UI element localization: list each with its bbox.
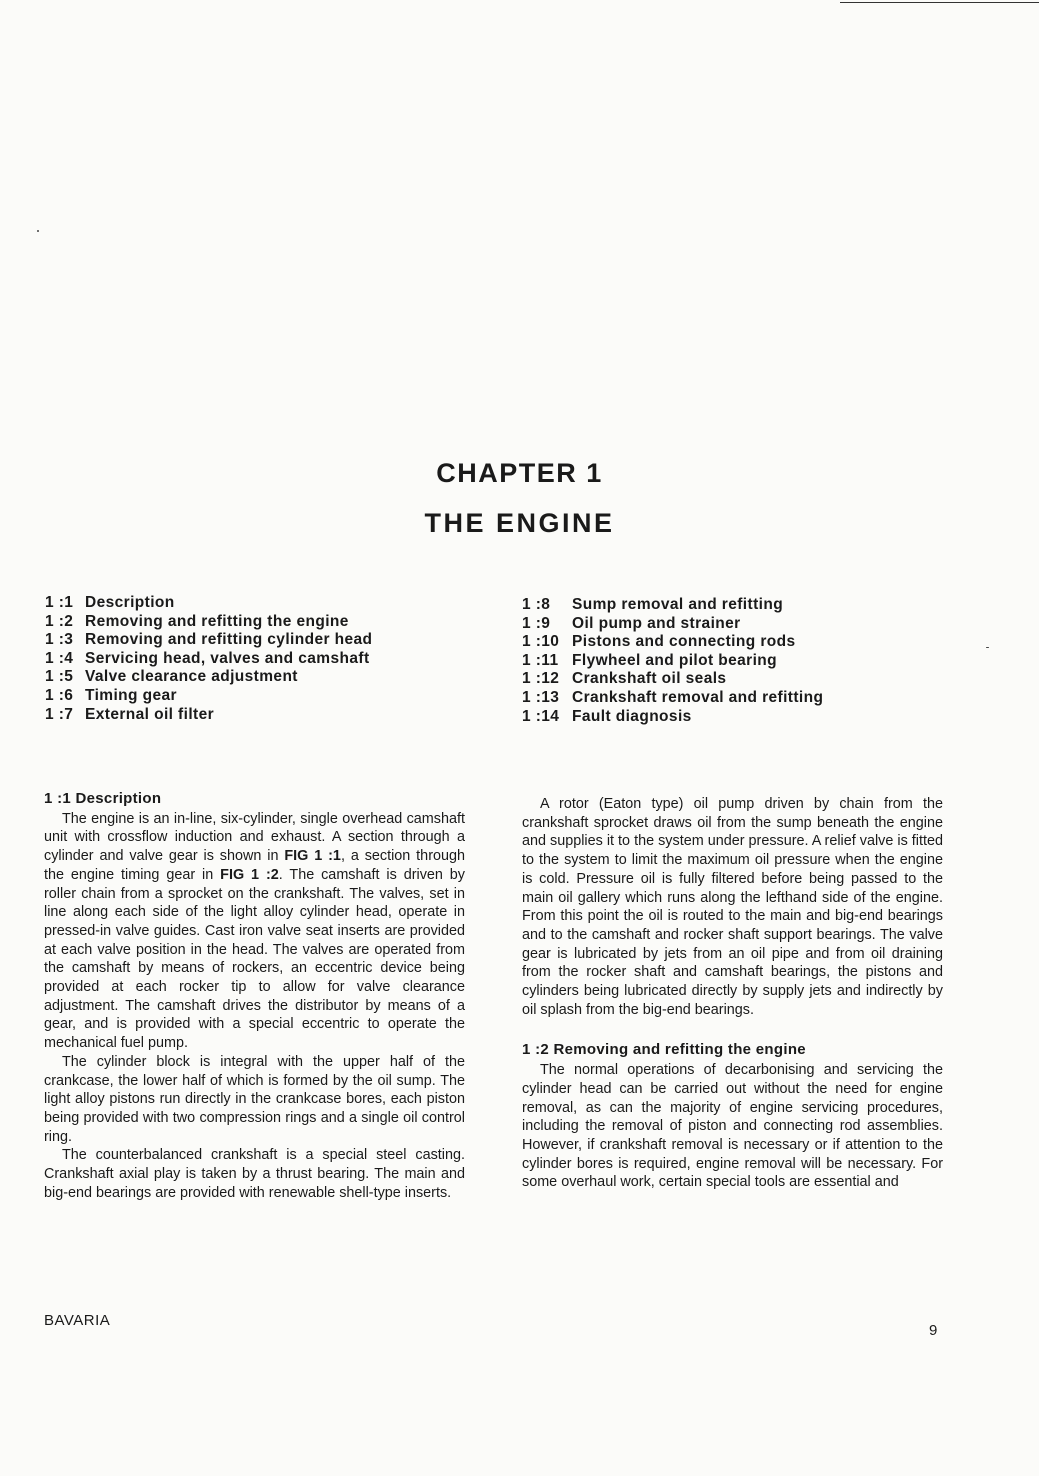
chapter-number: CHAPTER 1 xyxy=(436,458,603,488)
body-column-left xyxy=(44,790,465,1202)
chapter-title: THE ENGINE xyxy=(424,508,615,538)
contents-item: 1 :2 Removing and refitting the engine xyxy=(45,612,349,630)
body-paragraph: The normal operations of decarbonising and servicing the cylinder head can be carried out without the need for engine removal, as can the majority of engine servicing procedures, including the removal of piston and connecting rod assemblies. However, if crankshaft removal is necessary or if attention to the cylinder bores is required, engine removal will be necessary. For some overhaul work, certain special tools are essential and xyxy=(522,1062,943,1191)
contents-item: 1 :13 Crankshaft removal and refitting xyxy=(522,688,824,706)
contents-item: 1 :12 Crankshaft oil seals xyxy=(522,670,727,688)
contents-item: 1 :1 Description xyxy=(45,594,175,611)
footer-model-name: BAVARIA xyxy=(44,1312,111,1329)
contents-item: 1 :11 Flywheel and pilot bearing xyxy=(522,651,778,669)
figure-reference: FIG 1 :2 xyxy=(220,866,279,883)
contents-item: 1 :4 Servicing head, valves and camshaft xyxy=(45,649,370,667)
contents-list-left xyxy=(45,594,372,724)
scan-speck xyxy=(986,647,989,648)
top-edge-rule xyxy=(840,2,1039,3)
section-heading-removing: 1 :2 Removing and refitting the engine xyxy=(522,1041,806,1059)
contents-item: 1 :3 Removing and refitting cylinder head xyxy=(45,631,373,649)
scan-speck xyxy=(37,230,39,232)
body-paragraph: The engine is an in-line, six-cylinder, single overhead camshaft unit with crossflow induction and exhaust. A section through a cylinder and valve gear is shown in FIG 1 :1, a section through the engine timing gear in FIG 1 :2. The camshaft is driven by roller chain from a sprocket on the crankshaft. The valves, set in line along each side of the light alloy cylinder head, operate in pressed-in valve guides. Cast iron valve seat inserts are provided at each valve position in the head. The valves are operated from the camshaft by means of rockers, an eccentric device being provided at each rocker tip to allow for valve clearance adjustment. The camshaft drives the distributor by means of a gear, and is provided with a special eccentric to operate the mechanical fuel pump. xyxy=(44,810,466,1052)
figure-reference: FIG 1 :1 xyxy=(284,848,341,865)
section-heading-description: 1 :1 Description xyxy=(44,790,162,807)
page-number: 9 xyxy=(929,1322,938,1339)
contents-item: 1 :5 Valve clearance adjustment xyxy=(45,668,298,686)
contents-item: 1 :7 External oil filter xyxy=(45,705,215,723)
body-paragraph: A rotor (Eaton type) oil pump driven by chain from the crankshaft sprocket draws oil from the sump beneath the engine and supplies it to the system under pressure. A relief valve is fitted to the system to limit the maximum oil pressure when the engine is cold. Pressure oil is fully filtered before being passed to the main oil gallery which runs along the lefthand side of the engine. From this point the oil is routed to the main and big-end bearings and to the camshaft and rocker shaft support bearings. The valve gear is lubricated by jets from an oil pipe and from oil draining from the rocker shaft and camshaft bearings, the pistons and cylinders being lubricated directly by supply jets and indirectly by oil splash from the big-end bearings. xyxy=(522,796,943,1018)
body-paragraph: The cylinder block is integral with the upper half of the crankcase, the lower half of which is formed by the oil sump. The light alloy pistons run directly in the crankcase bores, each piston being provided with two compression rings and a single oil control ring. xyxy=(44,1053,465,1145)
body-column-right xyxy=(522,795,943,1192)
contents-item: 1 :14 Fault diagnosis xyxy=(522,707,692,725)
contents-item: 1 :10 Pistons and connecting rods xyxy=(522,633,796,651)
contents-item: 1 :8 Sump removal and refitting xyxy=(522,596,784,613)
contents-item: 1 :9 Oil pump and strainer xyxy=(522,614,741,632)
contents-list-right xyxy=(522,596,823,726)
contents-item: 1 :6 Timing gear xyxy=(45,686,177,704)
body-paragraph: The counterbalanced crankshaft is a special steel casting. Crankshaft axial play is taken by a thrust bearing. The main and big-end bearings are provided with renewable shell-type inserts. xyxy=(44,1147,465,1201)
